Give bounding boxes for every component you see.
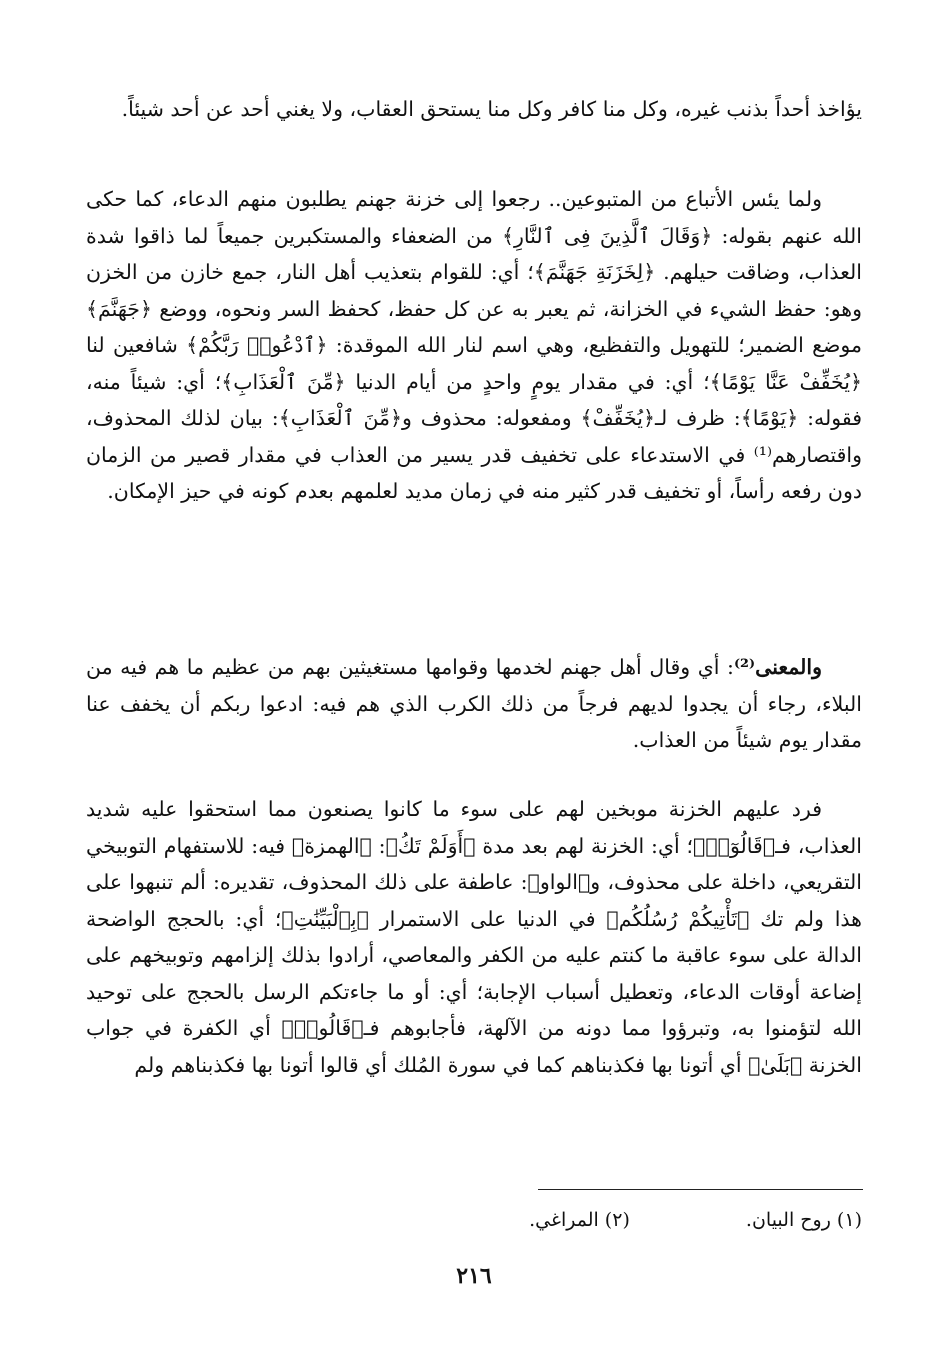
paragraph-continuation: يؤاخذ أحداً بذنب غيره، وكل منا كافر وكل منا يستحق العقاب، ولا يغني أحد عن أحد شيئاً. xyxy=(121,97,862,121)
meaning-label: والمعنى⁽²⁾ xyxy=(733,655,822,679)
paragraph-despair-of-followers: ولما يئس الأتباع من المتبوعين.. رجعوا إلى خزنة جهنم يطلبون منهم الدعاء، كما حكى الله عنهم بقوله: ﴿وَقَالَ ٱلَّذِينَ فِى ٱلنَّارِ﴾ من الضعفاء والمستكبرين جميعاً لما ذاقوا شدة العذاب، وضاقت حيلهم. ﴿لِخَزَنَةِ جَهَنَّمَ﴾؛ أي: للقوام بتعذيب أهل النار، جمع خازن من الخزن وهو: حفظ الشيء في الخزانة، ثم يعبر به عن كل حفظ، كحفظ السر ونحوه، ووضع ﴿جَهَنَّمَ﴾ موضع الضمير؛ للتهويل والتفظيع، وهي اسم لنار الله الموقدة: ﴿ٱدْعُوا۟ رَبَّكُمْ﴾ شافعين لنا ﴿يُخَفِّفْ عَنَّا يَوْمًا﴾؛ أي: في مقدار يومٍ واحدٍ من أيام الدنيا ﴿مِّنَ ٱلْعَذَابِ﴾؛ أي: شيئاً منه، فقوله: ﴿يَوْمًا﴾: ظرف لـ﴿يُخَفِّفْ﴾ ومفعوله: محذوف و﴿مِّنَ ٱلْعَذَابِ﴾: بيان لذلك المحذوف، واقتصارهم⁽¹⁾ في الاستدعاء على تخفيف قدر يسير من العذاب في مقدار قصير من الزمان دون رفعه رأساً، أو تخفيف قدر كثير منه في زمان مديد لعلمهم بعدم كونه في حيز الإمكان. xyxy=(86,187,862,503)
paragraph-meaning xyxy=(86,649,862,759)
meaning-text: : أي وقال أهل جهنم لخدمها وقوامها مستغيثين بهم من عظيم ما هم فيه من البلاء، رجاء أن يجدوا لديهم فرجاً من ذلك الكرب الذي هم فيه: ادعوا ربكم أن يخفف عنا مقدار يوم شيئاً من العذاب. xyxy=(86,655,862,752)
paragraph-guardians-reply: فرد عليهم الخزنة موبخين لهم على سوء ما كانوا يصنعون مما استحقوا عليه شديد العذاب، فـ﴿قَالُوٓا۟﴾؛ أي: الخزنة لهم بعد مدة ﴿أَوَلَمْ تَكُ﴾: ﴿الهمزة﴾ فيه: للاستفهام التوبيخي التقريعي، داخلة على محذوف، و﴿الواو﴾: عاطفة على ذلك المحذوف، تقديره: ألم تنبهوا على هذا ولم تك ﴿تَأْتِيكُمْ رُسُلُكُم﴾ في الدنيا على الاستمرار ﴿بِٱلْبَيِّنَٰتِ﴾؛ أي: بالحجج الواضحة الدالة على سوء عاقبة ما كنتم عليه من الكفر والمعاصي، أرادوا بذلك إلزامهم وتوبيخهم على إضاعة أوقات الدعاء، وتعطيل أسباب الإجابة؛ أي: أو ما جاءتكم الرسل بالحجج على توحيد الله لتؤمنوا به، وتبرؤوا مما دونه من الآلهة، فأجابوهم فـ﴿قَالُوا۟﴾ أي الكفرة في جواب الخزنة ﴿بَلَىٰ﴾ أي أتونا بها فكذبناهم كما في سورة المُلك أي قالوا أتونا بها فكذبناهم ولم xyxy=(86,797,862,1077)
footnote-1: (١) روح البيان. xyxy=(745,1209,862,1231)
page-number: ٢١٦ xyxy=(456,1263,492,1289)
footnote-separator xyxy=(538,1189,863,1190)
footnote-2: (٢) المراغي. xyxy=(529,1209,630,1231)
footnotes xyxy=(86,1205,862,1235)
